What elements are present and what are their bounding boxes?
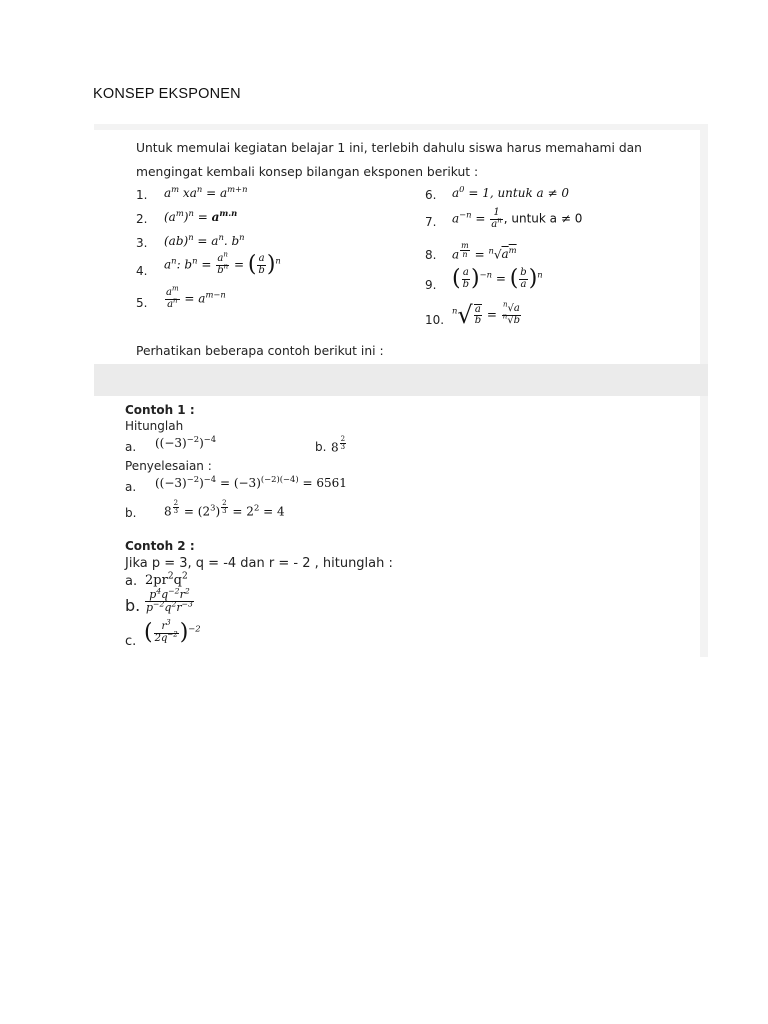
rule-10-formula: $^n$√ $\frac{a}{b}$ = $\frac{^n√a}{^n√b}$ xyxy=(452,300,521,329)
contoh1-answer-b: 4 xyxy=(276,504,285,519)
rule-6-formula: $a^0 = 1$, untuk a ≠ 0 xyxy=(452,184,570,200)
rule-7-text: , untuk a ≠ 0 xyxy=(503,211,583,226)
rule-9-formula: ( $\frac{a}{b}$ )$^{-n}$ = ( $\frac{b}{a}$ )$^n$ xyxy=(452,266,543,291)
rule-7-formula: $a^{-n}$ = $\frac{1}{a^n}$ , untuk a ≠ 0 xyxy=(452,207,583,230)
concept-panel xyxy=(94,130,700,364)
note-text: Perhatikan beberapa contoh berikut ini : xyxy=(136,344,384,358)
contoh1-instruction: Hitunglah xyxy=(125,419,184,433)
rule-number-6: 6. xyxy=(425,188,437,202)
rule-number-9: 9. xyxy=(425,278,437,292)
contoh2-label-c: c. xyxy=(125,634,137,649)
contoh2-problem-b: $\frac{p^4q^{-2}r^2}{p^{-2}q^2r^{-3}}$ xyxy=(146,586,193,614)
contoh1-solution-label: Penyelesaian : xyxy=(125,459,212,473)
contoh2-problem-a: $2pr^2q^2$ xyxy=(145,571,188,588)
rule-5-formula: $\frac{a^m}{a^n}$ = $a^{m-n}$ xyxy=(166,284,226,310)
contoh2-label-a: a. xyxy=(125,574,138,589)
examples-panel xyxy=(94,396,700,657)
intro-line-1: Untuk memulai kegiatan belajar 1 ini, terlebih dahulu siswa harus memahami dan xyxy=(136,141,642,155)
rule-8-formula: a $^{\frac{m}{n}}$ = $^n√a^m$ xyxy=(452,241,517,262)
contoh1-problem-a: $((-3)^{-2})^{-4}$ xyxy=(155,434,217,450)
rule-4-formula: $a^n$: $b^n$ = $\frac{a^n}{b^n}$ = ( $\frac{a}{b}$ )$^n$ xyxy=(164,250,281,277)
rule-number-5: 5. xyxy=(136,296,148,310)
intro-line-2: mengingat kembali konsep bilangan eksponen berikut : xyxy=(136,165,479,179)
contoh1-solution-label-b: b. xyxy=(125,506,137,520)
contoh1-solution-label-a: a. xyxy=(125,480,137,494)
rule-number-8: 8. xyxy=(425,248,437,262)
rule-3-formula: $(ab)^n = a^n$. $b^n$ xyxy=(164,232,245,248)
contoh1-answer-a: 6561 xyxy=(316,476,347,490)
contoh2-given: Jika p = 3, q = -4 dan r = - 2 , hitunglah : xyxy=(125,556,393,571)
rule-number-4: 4. xyxy=(136,264,148,278)
rule-2-formula: $(a^m)^n = a^{m.n}$ xyxy=(164,208,238,224)
separator-band xyxy=(94,364,708,396)
contoh2-label-b: b. xyxy=(125,596,141,615)
rule-number-3: 3. xyxy=(136,236,148,250)
rule-number-2: 2. xyxy=(136,212,148,226)
contoh1-label-b: b. xyxy=(315,440,327,454)
scanned-image xyxy=(94,124,708,657)
rule-number-7: 7. xyxy=(425,215,437,229)
contoh1-solution-b: 8 $^{\frac{2}{3}}$ = $(2^3)$ $^{\frac{2}{3}}$ = $2^2 = 4$ xyxy=(164,499,285,519)
contoh2-heading: Contoh 2 : xyxy=(125,539,195,553)
rule-number-1: 1. xyxy=(136,188,148,202)
contoh2-problem-c: ( $\frac{r^3}{2q^{-2}}$ )$^{-2}$ xyxy=(144,618,201,645)
contoh1-label-a: a. xyxy=(125,440,137,454)
contoh1-heading: Contoh 1 : xyxy=(125,403,195,417)
page-title: KONSEP EKSPONEN xyxy=(93,86,241,102)
rule-number-10: 10. xyxy=(425,313,445,327)
rule-1-formula: $a^m$ $xa^n = a^{m+n}$ xyxy=(164,184,248,200)
rule-6-text: 1, untuk a ≠ 0 xyxy=(482,186,570,200)
contoh1-problem-b: 8 $^{\frac{2}{3}}$ xyxy=(331,435,346,455)
contoh1-solution-a: $((-3)^{-2})^{-4} = (-3)^{(-2)(-4)} = 6561$ xyxy=(155,474,347,490)
